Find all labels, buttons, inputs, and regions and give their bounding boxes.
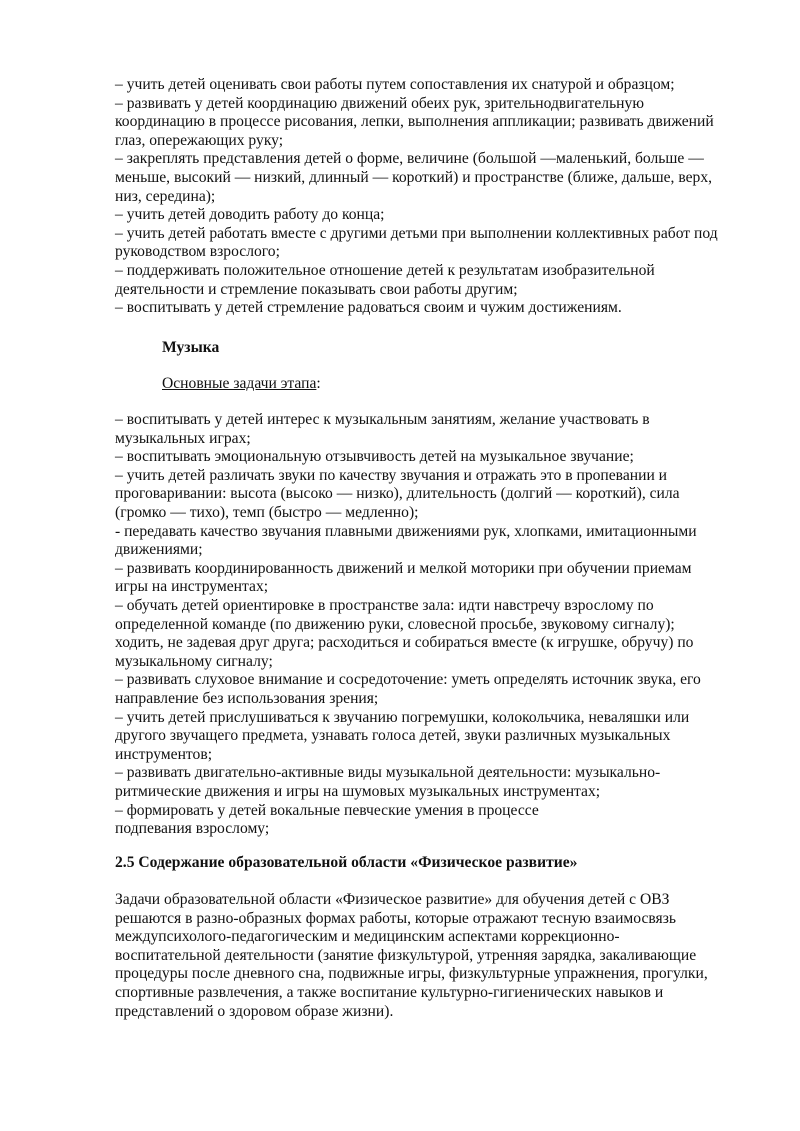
list-line: направление без использования зрения; [115, 690, 379, 707]
list-line: – учить детей прислушиваться к звучанию погремушки, колокольчика, неваляшки или [115, 708, 690, 726]
list-line: – развивать координированность движений и мелкой моторики при обучении приемам [115, 559, 692, 577]
tasks-label-text: Основные задачи этапа [162, 375, 317, 392]
list-line: проговаривании: высота (высоко — низко), длительность (долгий — короткий), сила [115, 485, 680, 503]
paragraph-line: – поддерживать положительное отношение детей к результатам изобразительной [115, 262, 655, 279]
paragraph-line: – учить детей работать вместе с другими детьми при выполнении коллективных работ под [115, 224, 718, 242]
list-line: – учить детей различать звуки по качеству звучания и отражать это в пропевании и [115, 466, 668, 484]
paragraph-line: – воспитывать у детей стремление радоваться своим и чужим достижениям. [115, 299, 622, 317]
paragraph-line: – учить детей оценивать свои работы путем сопоставления их снатурой и образцом; [115, 76, 675, 93]
paragraph-line: спортивные развлечения, а также воспитание культурно-гигиенических навыков и [115, 984, 664, 1001]
paragraph-line: руководством взрослого; [115, 243, 280, 261]
paragraph-line: координацию в процессе рисования, лепки, выполнения аппликации; развивать движений [115, 113, 714, 131]
music-heading: Музыка [162, 339, 220, 356]
list-line: подпевания взрослому; [115, 820, 270, 838]
list-line: другого звучащего предмета, узнавать голоса детей, звуки различных музыкальных [115, 727, 671, 745]
list-line: музыкальных играх; [115, 429, 251, 447]
list-line: (громко — тихо), темп (быстро — медленно); [115, 504, 419, 521]
list-line: ритмические движения и игры на шумовых музыкальных инструментах; [115, 783, 601, 800]
list-line: определенной команде (по движению руки, словесной просьбе, звуковому сигналу); [115, 615, 675, 633]
paragraph-line: – закреплять представления детей о форме, величине (большой —маленький, больше — [115, 150, 704, 168]
list-line: – обучать детей ориентировке в пространстве зала: идти навстречу взрослому по [115, 597, 654, 614]
list-line: ходить, не задевая друг друга; расходиться и собираться вместе (к игрушке, обручу) по [115, 634, 694, 652]
tasks-label-colon: : [316, 375, 321, 392]
paragraph-line: – развивать у детей координацию движений обеих рук, зрительнодвигательную [115, 94, 644, 112]
section-heading: 2.5 Содержание образовательной области «Физическое развитие» [115, 854, 578, 871]
paragraph-line: Задачи образовательной области «Физическое развитие» для обучения детей с ОВЗ [115, 891, 670, 908]
paragraph-line: воспитательной деятельности (занятие физкультурой, утренняя зарядка, закаливающие [115, 946, 697, 964]
paragraph-line: решаются в разно-образных формах работы, которые отражают тесную взаимосвязь [115, 909, 677, 927]
list-line: - передавать качество звучания плавными движениями рук, хлопками, имитационными [115, 522, 697, 540]
paragraph-line: представлений о здоровом образе жизни). [115, 1002, 394, 1020]
paragraph-line: низ, середина); [115, 187, 216, 205]
paragraph-line: процедуры после дневного сна, подвижные игры, физкультурные упражнения, прогулки, [115, 965, 708, 983]
tasks-label [162, 375, 321, 393]
list-line: движениями; [115, 541, 203, 559]
paragraph-line: деятельности и стремление показывать свои работы другим; [115, 280, 518, 298]
list-line: игры на инструментах; [115, 578, 269, 596]
list-line: музыкальному сигналу; [115, 652, 273, 670]
paragraph-line: междупсихолого-педагогическим и медицинским аспектами коррекционно- [115, 928, 620, 946]
list-line: инструментов; [115, 745, 213, 763]
list-line: – воспитывать эмоциональную отзывчивость детей на музыкальное звучание; [115, 448, 634, 466]
list-line: – развивать слуховое внимание и сосредоточение: уметь определять источник звука, его [115, 671, 701, 689]
list-line: – развивать двигательно-активные виды музыкальной деятельности: музыкально- [115, 764, 661, 782]
list-line: – воспитывать у детей интерес к музыкальным занятиям, желание участвовать в [115, 411, 650, 428]
paragraph-line: глаз, опережающих руку; [115, 131, 284, 149]
list-line: – формировать у детей вокальные певческие умения в процессе [115, 801, 539, 819]
paragraph-line: меньше, высокий — низкий, длинный — короткий) и пространстве (ближе, дальше, верх, [115, 169, 713, 186]
paragraph-line: – учить детей доводить работу до конца; [115, 206, 385, 224]
